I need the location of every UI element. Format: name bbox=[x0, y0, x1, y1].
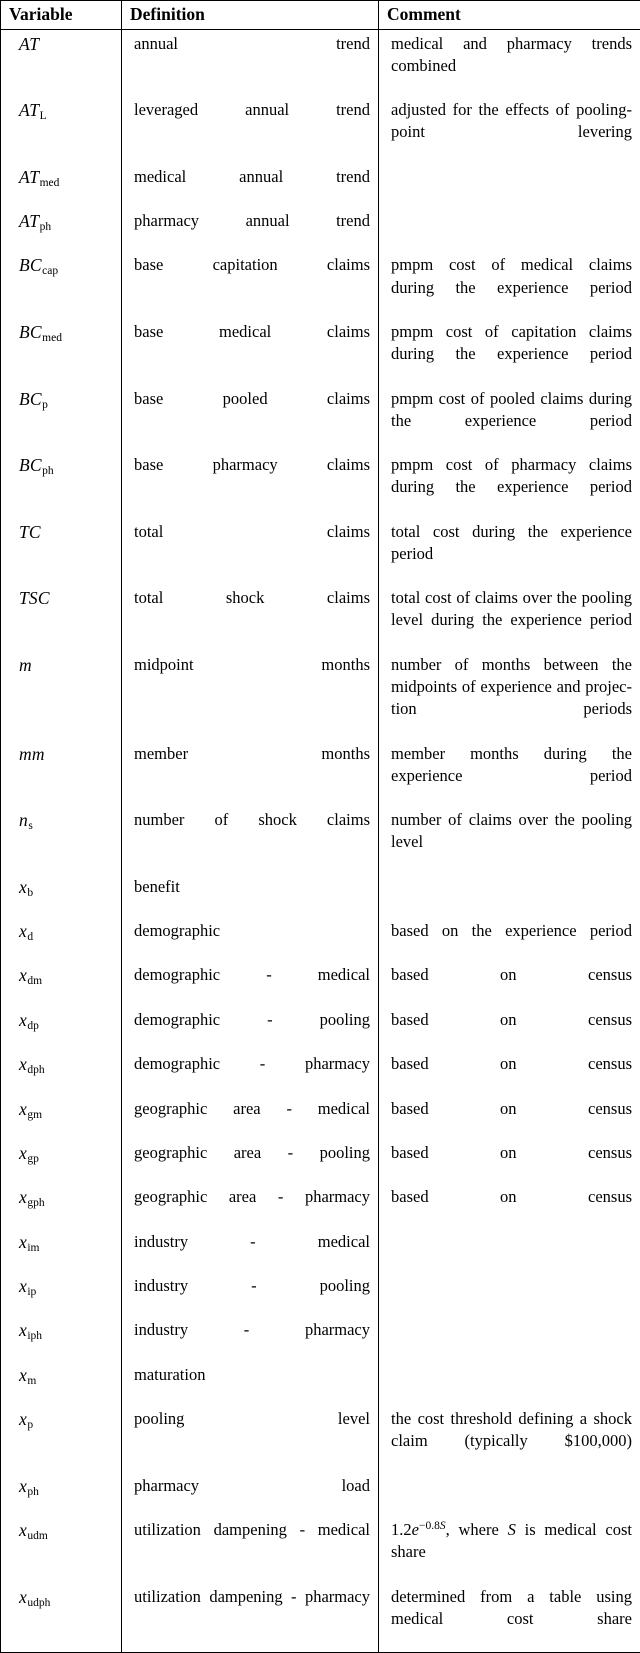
variable-symbol: $x_{iph}$ bbox=[19, 1320, 42, 1340]
definition-text: industry - pharmacy bbox=[130, 1319, 370, 1363]
variable-content bbox=[9, 809, 113, 833]
variable-symbol: $x_b$ bbox=[19, 877, 33, 897]
table-row bbox=[1, 1186, 640, 1230]
comment-text: pmpm cost of pharmacy claims during the experience period bbox=[387, 454, 632, 521]
cell-variable bbox=[1, 1009, 122, 1053]
cell-definition bbox=[122, 1519, 379, 1586]
definition-text: medical annual trend bbox=[130, 166, 370, 210]
definition-text: benefit bbox=[130, 876, 370, 920]
variable-content bbox=[9, 1053, 113, 1077]
variable-symbol: $x_{ph}$ bbox=[19, 1476, 39, 1496]
cell-definition bbox=[122, 1364, 379, 1408]
cell-comment bbox=[379, 1231, 640, 1275]
comment-text: based on census bbox=[387, 1009, 632, 1053]
cell-definition bbox=[122, 454, 379, 521]
cell-variable bbox=[1, 1053, 122, 1097]
variable-symbol: $x_m$ bbox=[19, 1365, 36, 1385]
variable-symbol: $x_p$ bbox=[19, 1409, 33, 1429]
cell-comment bbox=[379, 876, 640, 920]
table-row bbox=[1, 1053, 640, 1097]
cell-definition bbox=[122, 1319, 379, 1363]
cell-variable bbox=[1, 99, 122, 166]
variable-content bbox=[9, 1231, 113, 1255]
cell-comment bbox=[379, 1186, 640, 1230]
variable-subscript: ip bbox=[27, 1286, 36, 1298]
cell-variable bbox=[1, 1275, 122, 1319]
variable-content bbox=[9, 920, 113, 944]
definition-text: pharmacy annual trend bbox=[130, 210, 370, 254]
table-row bbox=[1, 33, 640, 100]
cell-comment bbox=[379, 1009, 640, 1053]
variable-content bbox=[9, 743, 113, 767]
table-row bbox=[1, 521, 640, 588]
variable-symbol: $x_{im}$ bbox=[19, 1232, 40, 1252]
cell-variable bbox=[1, 964, 122, 1008]
cell-comment bbox=[379, 1519, 640, 1586]
cell-comment bbox=[379, 1475, 640, 1519]
definition-text: leveraged annual trend bbox=[130, 99, 370, 143]
comment-text: total cost of claims over the pooling level during the experience period bbox=[387, 587, 632, 654]
variable-content bbox=[9, 254, 113, 278]
table-row bbox=[1, 1408, 640, 1475]
cell-definition bbox=[122, 1408, 379, 1475]
cell-comment bbox=[379, 33, 640, 100]
variable-symbol: $x_{gph}$ bbox=[19, 1187, 45, 1207]
variable-subscript: gm bbox=[27, 1109, 42, 1121]
variable-subscript: cap bbox=[42, 265, 58, 277]
comment-text: number of claims over the pooling level bbox=[387, 809, 632, 876]
cell-variable bbox=[1, 876, 122, 920]
table-row bbox=[1, 1142, 640, 1186]
cell-comment bbox=[379, 743, 640, 810]
cell-comment bbox=[379, 1098, 640, 1142]
table-row bbox=[1, 1275, 640, 1319]
definition-text: midpoint months bbox=[130, 654, 370, 698]
variable-symbol: $x_{dp}$ bbox=[19, 1010, 39, 1030]
column-header-definition: Definition bbox=[122, 1, 379, 30]
variable-symbol: AT bbox=[19, 34, 39, 54]
table-row bbox=[1, 1009, 640, 1053]
table-header-row bbox=[1, 1, 640, 30]
comment-text-tail: , where S is medical cost share bbox=[391, 1520, 632, 1561]
comment-text: based on census bbox=[387, 1098, 632, 1142]
cell-variable bbox=[1, 1319, 122, 1363]
table-row bbox=[1, 654, 640, 743]
variable-content bbox=[9, 454, 113, 478]
cell-variable bbox=[1, 587, 122, 654]
definition-text: utilization dampening - medical bbox=[130, 1519, 370, 1563]
cell-comment bbox=[379, 654, 640, 743]
variable-subscript: ph bbox=[42, 465, 54, 477]
variable-symbol: $x_{udph}$ bbox=[19, 1587, 50, 1607]
variable-subscript: p bbox=[42, 399, 48, 411]
cell-variable bbox=[1, 1519, 122, 1586]
cell-variable bbox=[1, 1586, 122, 1653]
variable-symbol: $x_{dph}$ bbox=[19, 1054, 45, 1074]
cell-definition bbox=[122, 1231, 379, 1275]
comment-text bbox=[387, 1275, 632, 1297]
variable-symbol: TSC bbox=[19, 588, 50, 608]
cell-definition bbox=[122, 876, 379, 920]
comment-text: pmpm cost of capitation claims during the experience period bbox=[387, 321, 632, 388]
column-header-variable: Variable bbox=[1, 1, 122, 30]
cell-definition bbox=[122, 1098, 379, 1142]
definition-text: utilization dampening - pharmacy bbox=[130, 1586, 370, 1630]
table-row bbox=[1, 1586, 640, 1653]
comment-text bbox=[387, 1519, 632, 1586]
variable-subscript: dp bbox=[27, 1020, 39, 1032]
comment-text: determined from a table using medical cost share bbox=[387, 1586, 632, 1653]
variable-subscript: udm bbox=[27, 1530, 48, 1542]
definition-text: base pooled claims bbox=[130, 388, 370, 432]
cell-definition bbox=[122, 920, 379, 964]
variable-content bbox=[9, 521, 113, 545]
variable-symbol: $AT_{med}$ bbox=[19, 167, 59, 187]
table-row bbox=[1, 321, 640, 388]
cell-definition bbox=[122, 521, 379, 588]
variable-content bbox=[9, 587, 113, 611]
cell-comment bbox=[379, 454, 640, 521]
cell-definition bbox=[122, 1475, 379, 1519]
variable-symbol: $AT_{ph}$ bbox=[19, 211, 51, 231]
definition-text: base pharmacy claims bbox=[130, 454, 370, 498]
variable-subscript: dph bbox=[27, 1064, 45, 1076]
cell-variable bbox=[1, 1408, 122, 1475]
comment-text: based on census bbox=[387, 964, 632, 1008]
table-row bbox=[1, 587, 640, 654]
cell-variable bbox=[1, 809, 122, 876]
definition-text: base medical claims bbox=[130, 321, 370, 365]
cell-variable bbox=[1, 1475, 122, 1519]
variable-symbol: $x_{udm}$ bbox=[19, 1520, 48, 1540]
variable-content bbox=[9, 33, 113, 57]
comment-text bbox=[387, 1231, 632, 1253]
variable-content bbox=[9, 1186, 113, 1210]
variable-content bbox=[9, 1009, 113, 1033]
definition-text: base capitation claims bbox=[130, 254, 370, 298]
cell-definition bbox=[122, 1009, 379, 1053]
variable-content bbox=[9, 388, 113, 412]
variable-subscript: iph bbox=[27, 1330, 42, 1342]
definition-text: annual trend bbox=[130, 33, 370, 77]
cell-definition bbox=[122, 1586, 379, 1653]
cell-comment bbox=[379, 388, 640, 455]
variable-symbol: $AT_L$ bbox=[19, 100, 47, 120]
cell-definition bbox=[122, 1186, 379, 1230]
cell-definition bbox=[122, 964, 379, 1008]
table-body bbox=[1, 33, 640, 1653]
comment-text bbox=[387, 166, 632, 188]
cell-comment bbox=[379, 1142, 640, 1186]
variable-content bbox=[9, 1586, 113, 1610]
variable-symbol: $BC_{med}$ bbox=[19, 322, 62, 342]
cell-definition bbox=[122, 743, 379, 810]
comment-text bbox=[387, 876, 632, 898]
cell-comment bbox=[379, 166, 640, 210]
variable-symbol: mm bbox=[19, 744, 45, 764]
cell-definition bbox=[122, 1142, 379, 1186]
definition-text: total shock claims bbox=[130, 587, 370, 631]
cell-variable bbox=[1, 166, 122, 210]
cell-variable bbox=[1, 1231, 122, 1275]
cell-variable bbox=[1, 254, 122, 321]
comment-text: based on the experience period bbox=[387, 920, 632, 964]
variable-subscript: ph bbox=[27, 1486, 39, 1498]
variable-content bbox=[9, 321, 113, 345]
variable-symbol: TC bbox=[19, 522, 41, 542]
table-row bbox=[1, 809, 640, 876]
variable-symbol: $x_{gm}$ bbox=[19, 1099, 42, 1119]
variable-content bbox=[9, 964, 113, 988]
comment-text: pmpm cost of medical claims during the experience period bbox=[387, 254, 632, 321]
variable-content bbox=[9, 1475, 113, 1499]
cell-comment bbox=[379, 254, 640, 321]
cell-comment bbox=[379, 1408, 640, 1475]
variable-subscript: dm bbox=[27, 975, 42, 987]
variable-subscript: ph bbox=[39, 221, 51, 233]
variable-content bbox=[9, 876, 113, 900]
variable-content bbox=[9, 1408, 113, 1432]
table-row bbox=[1, 1319, 640, 1363]
variable-subscript: d bbox=[27, 931, 33, 943]
cell-comment bbox=[379, 809, 640, 876]
cell-comment bbox=[379, 210, 640, 254]
table-row bbox=[1, 876, 640, 920]
cell-variable bbox=[1, 33, 122, 100]
cell-comment bbox=[379, 1364, 640, 1408]
comment-text: medical and pharmacy trends combined bbox=[387, 33, 632, 100]
variable-subscript: m bbox=[27, 1375, 36, 1387]
comment-formula: $1.2e^{-0.8S}$ bbox=[391, 1520, 446, 1539]
cell-comment bbox=[379, 521, 640, 588]
comment-text bbox=[387, 210, 632, 232]
cell-comment bbox=[379, 587, 640, 654]
comment-text: adjusted for the effects of pooling-point levering bbox=[387, 99, 632, 166]
cell-definition bbox=[122, 809, 379, 876]
variable-content bbox=[9, 1519, 113, 1543]
variable-symbol: m bbox=[19, 655, 32, 675]
cell-comment bbox=[379, 1053, 640, 1097]
cell-variable bbox=[1, 654, 122, 743]
comment-text: the cost threshold defining a shock claim (typically $100,000) bbox=[387, 1408, 632, 1475]
table-row bbox=[1, 99, 640, 166]
variable-subscript: med bbox=[42, 332, 62, 344]
cell-variable bbox=[1, 521, 122, 588]
table-row bbox=[1, 166, 640, 210]
table-row bbox=[1, 920, 640, 964]
comment-text: member months during the experience period bbox=[387, 743, 632, 810]
cell-definition bbox=[122, 99, 379, 166]
table-header bbox=[1, 1, 640, 33]
table-row bbox=[1, 964, 640, 1008]
table-row bbox=[1, 1098, 640, 1142]
variable-subscript: gp bbox=[27, 1153, 39, 1165]
variable-symbol: $BC_p$ bbox=[19, 389, 48, 409]
definition-text: demographic - pharmacy bbox=[130, 1053, 370, 1097]
cell-definition bbox=[122, 321, 379, 388]
variable-symbol: $BC_{ph}$ bbox=[19, 455, 54, 475]
table-row bbox=[1, 210, 640, 254]
cell-comment bbox=[379, 1319, 640, 1363]
definition-text: geographic area - pharmacy bbox=[130, 1186, 370, 1230]
comment-text: pmpm cost of pooled claims during the experience period bbox=[387, 388, 632, 455]
table-row bbox=[1, 1364, 640, 1408]
definition-text: pooling level bbox=[130, 1408, 370, 1452]
cell-variable bbox=[1, 388, 122, 455]
variable-subscript: b bbox=[27, 887, 33, 899]
variable-content bbox=[9, 1098, 113, 1122]
cell-variable bbox=[1, 1364, 122, 1408]
variable-subscript: med bbox=[39, 177, 59, 189]
cell-definition bbox=[122, 33, 379, 100]
cell-comment bbox=[379, 1586, 640, 1653]
table-row bbox=[1, 1231, 640, 1275]
definition-text: industry - pooling bbox=[130, 1275, 370, 1319]
cell-definition bbox=[122, 388, 379, 455]
table-row bbox=[1, 1475, 640, 1519]
variable-subscript: udph bbox=[27, 1597, 50, 1609]
cell-definition bbox=[122, 210, 379, 254]
cell-definition bbox=[122, 587, 379, 654]
definition-text: total claims bbox=[130, 521, 370, 565]
definition-text: geographic area - medical bbox=[130, 1098, 370, 1142]
cell-comment bbox=[379, 99, 640, 166]
table-row bbox=[1, 743, 640, 810]
cell-comment bbox=[379, 964, 640, 1008]
comment-text: based on census bbox=[387, 1186, 632, 1230]
column-header-comment: Comment bbox=[379, 1, 640, 30]
cell-definition bbox=[122, 1275, 379, 1319]
definition-text: demographic - pooling bbox=[130, 1009, 370, 1053]
variable-content bbox=[9, 1319, 113, 1343]
variable-subscript: L bbox=[39, 110, 46, 122]
cell-variable bbox=[1, 1186, 122, 1230]
comment-text: based on census bbox=[387, 1053, 632, 1097]
cell-comment bbox=[379, 321, 640, 388]
cell-definition bbox=[122, 166, 379, 210]
variable-subscript: p bbox=[27, 1419, 33, 1431]
definition-text: pharmacy load bbox=[130, 1475, 370, 1519]
variable-content bbox=[9, 99, 113, 123]
cell-variable bbox=[1, 454, 122, 521]
definition-text: member months bbox=[130, 743, 370, 787]
definition-text: maturation bbox=[130, 1364, 370, 1408]
cell-definition bbox=[122, 254, 379, 321]
cell-variable bbox=[1, 1098, 122, 1142]
comment-text bbox=[387, 1364, 632, 1386]
comment-text bbox=[387, 1475, 632, 1497]
cell-variable bbox=[1, 743, 122, 810]
variable-content bbox=[9, 166, 113, 190]
cell-comment bbox=[379, 920, 640, 964]
variable-subscript: im bbox=[27, 1242, 40, 1254]
variable-symbol: $x_{gp}$ bbox=[19, 1143, 39, 1163]
variable-content bbox=[9, 1364, 113, 1388]
comment-text: number of months between the midpoints of experience and projection periods bbox=[387, 654, 632, 743]
variable-content bbox=[9, 1275, 113, 1299]
variable-content bbox=[9, 210, 113, 234]
variable-subscript: gph bbox=[27, 1197, 45, 1209]
table-row bbox=[1, 254, 640, 321]
variable-content bbox=[9, 654, 113, 678]
variable-content bbox=[9, 1142, 113, 1166]
table-row bbox=[1, 388, 640, 455]
comment-text bbox=[387, 1319, 632, 1341]
definition-text: demographic - medical bbox=[130, 964, 370, 1008]
variable-symbol: $x_{ip}$ bbox=[19, 1276, 36, 1296]
variable-symbol: $BC_{cap}$ bbox=[19, 255, 58, 275]
comment-text: total cost during the experience period bbox=[387, 521, 632, 588]
definition-text: demographic bbox=[130, 920, 370, 964]
cell-variable bbox=[1, 210, 122, 254]
table-row bbox=[1, 454, 640, 521]
variable-symbol: $n_s$ bbox=[19, 810, 33, 830]
cell-definition bbox=[122, 1053, 379, 1097]
cell-definition bbox=[122, 654, 379, 743]
cell-variable bbox=[1, 1142, 122, 1186]
variable-subscript: s bbox=[28, 820, 33, 832]
variable-symbol: $x_{dm}$ bbox=[19, 965, 42, 985]
cell-variable bbox=[1, 321, 122, 388]
variable-symbol: $x_d$ bbox=[19, 921, 33, 941]
cell-comment bbox=[379, 1275, 640, 1319]
definition-text: geographic area - pooling bbox=[130, 1142, 370, 1186]
definition-text: industry - medical bbox=[130, 1231, 370, 1275]
cell-variable bbox=[1, 920, 122, 964]
comment-text: based on census bbox=[387, 1142, 632, 1186]
table-row bbox=[1, 1519, 640, 1586]
definition-text: number of shock claims bbox=[130, 809, 370, 853]
